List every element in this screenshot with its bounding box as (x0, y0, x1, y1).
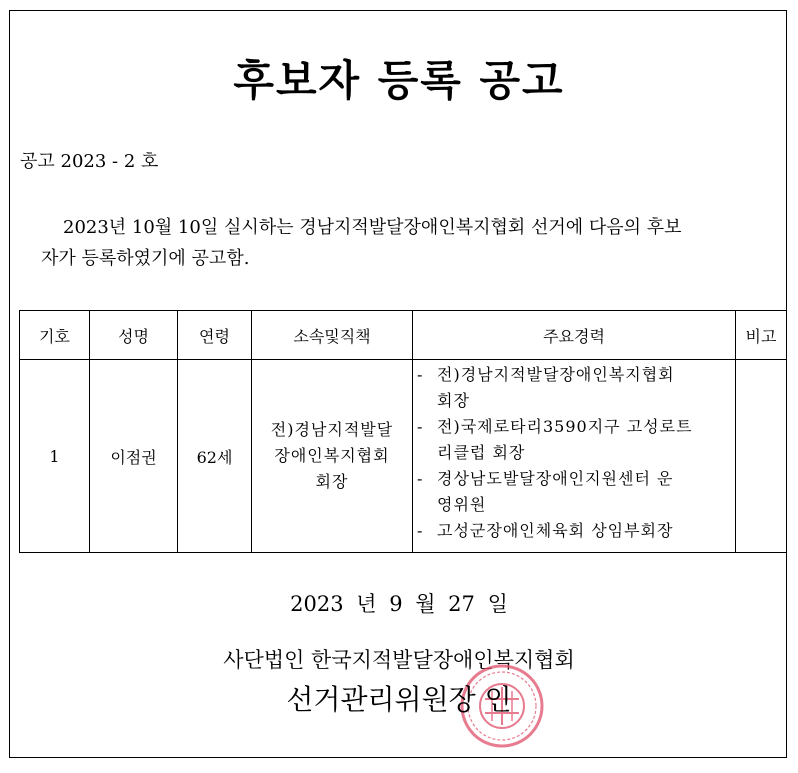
header-age: 연령 (178, 311, 252, 360)
affiliation-line: 장애인복지협회 (274, 446, 390, 465)
affiliation-line: 회장 (315, 472, 349, 491)
header-name: 성명 (90, 311, 178, 360)
header-remarks: 비고 (736, 311, 787, 360)
list-item (417, 466, 731, 518)
candidate-age: 62세 (178, 360, 252, 553)
list-item (417, 362, 731, 414)
list-item (417, 414, 731, 466)
notice-body-line-1: 2023년 10월 10일 실시하는 경남지적발달장애인복지협회 선거에 다음의 후보 (63, 217, 682, 238)
candidate-affiliation (252, 360, 413, 553)
bullet-dash: - (417, 417, 424, 436)
notice-number: 공고 2023 - 2 호 (20, 151, 159, 172)
career-line: 리클럽 회장 (437, 443, 526, 462)
notice-date: 2023 년 9 월 27 일 (290, 592, 508, 616)
election-committee-chair: 선거관리위원장 인 (286, 683, 512, 716)
candidate-name: 이점권 (90, 360, 178, 553)
header-number: 기호 (20, 311, 90, 360)
notice-body-line-2: 자가 등록하였기에 공고함. (41, 248, 250, 269)
list-item (417, 518, 731, 544)
table-header-row (20, 311, 787, 360)
bullet-dash: - (417, 365, 424, 384)
organization-name: 사단법인 한국지적발달장애인복지협회 (223, 648, 575, 672)
career-line: 전)국제로타리3590지구 고성로트 (437, 417, 693, 436)
header-affiliation: 소속및직책 (252, 311, 413, 360)
candidate-table (19, 310, 787, 553)
candidate-career (413, 360, 736, 553)
page-title: 후보자 등록 공고 (233, 56, 565, 105)
table-row (20, 360, 787, 553)
career-line: 회장 (437, 391, 470, 410)
career-line: 전)경남지적발달장애인복지협회 (437, 365, 675, 384)
candidate-number: 1 (20, 360, 90, 553)
career-line: 경상남도발달장애인지원센터 운 (437, 469, 674, 488)
bullet-dash: - (417, 469, 424, 488)
career-line: 고성군장애인체육회 상임부회장 (437, 521, 674, 540)
notice-body (22, 212, 778, 274)
candidate-remarks (736, 360, 787, 553)
bullet-dash: - (417, 521, 424, 540)
affiliation-line: 전)경남지적발달 (270, 420, 394, 439)
career-line: 영위원 (437, 495, 487, 514)
header-career: 주요경력 (413, 311, 736, 360)
